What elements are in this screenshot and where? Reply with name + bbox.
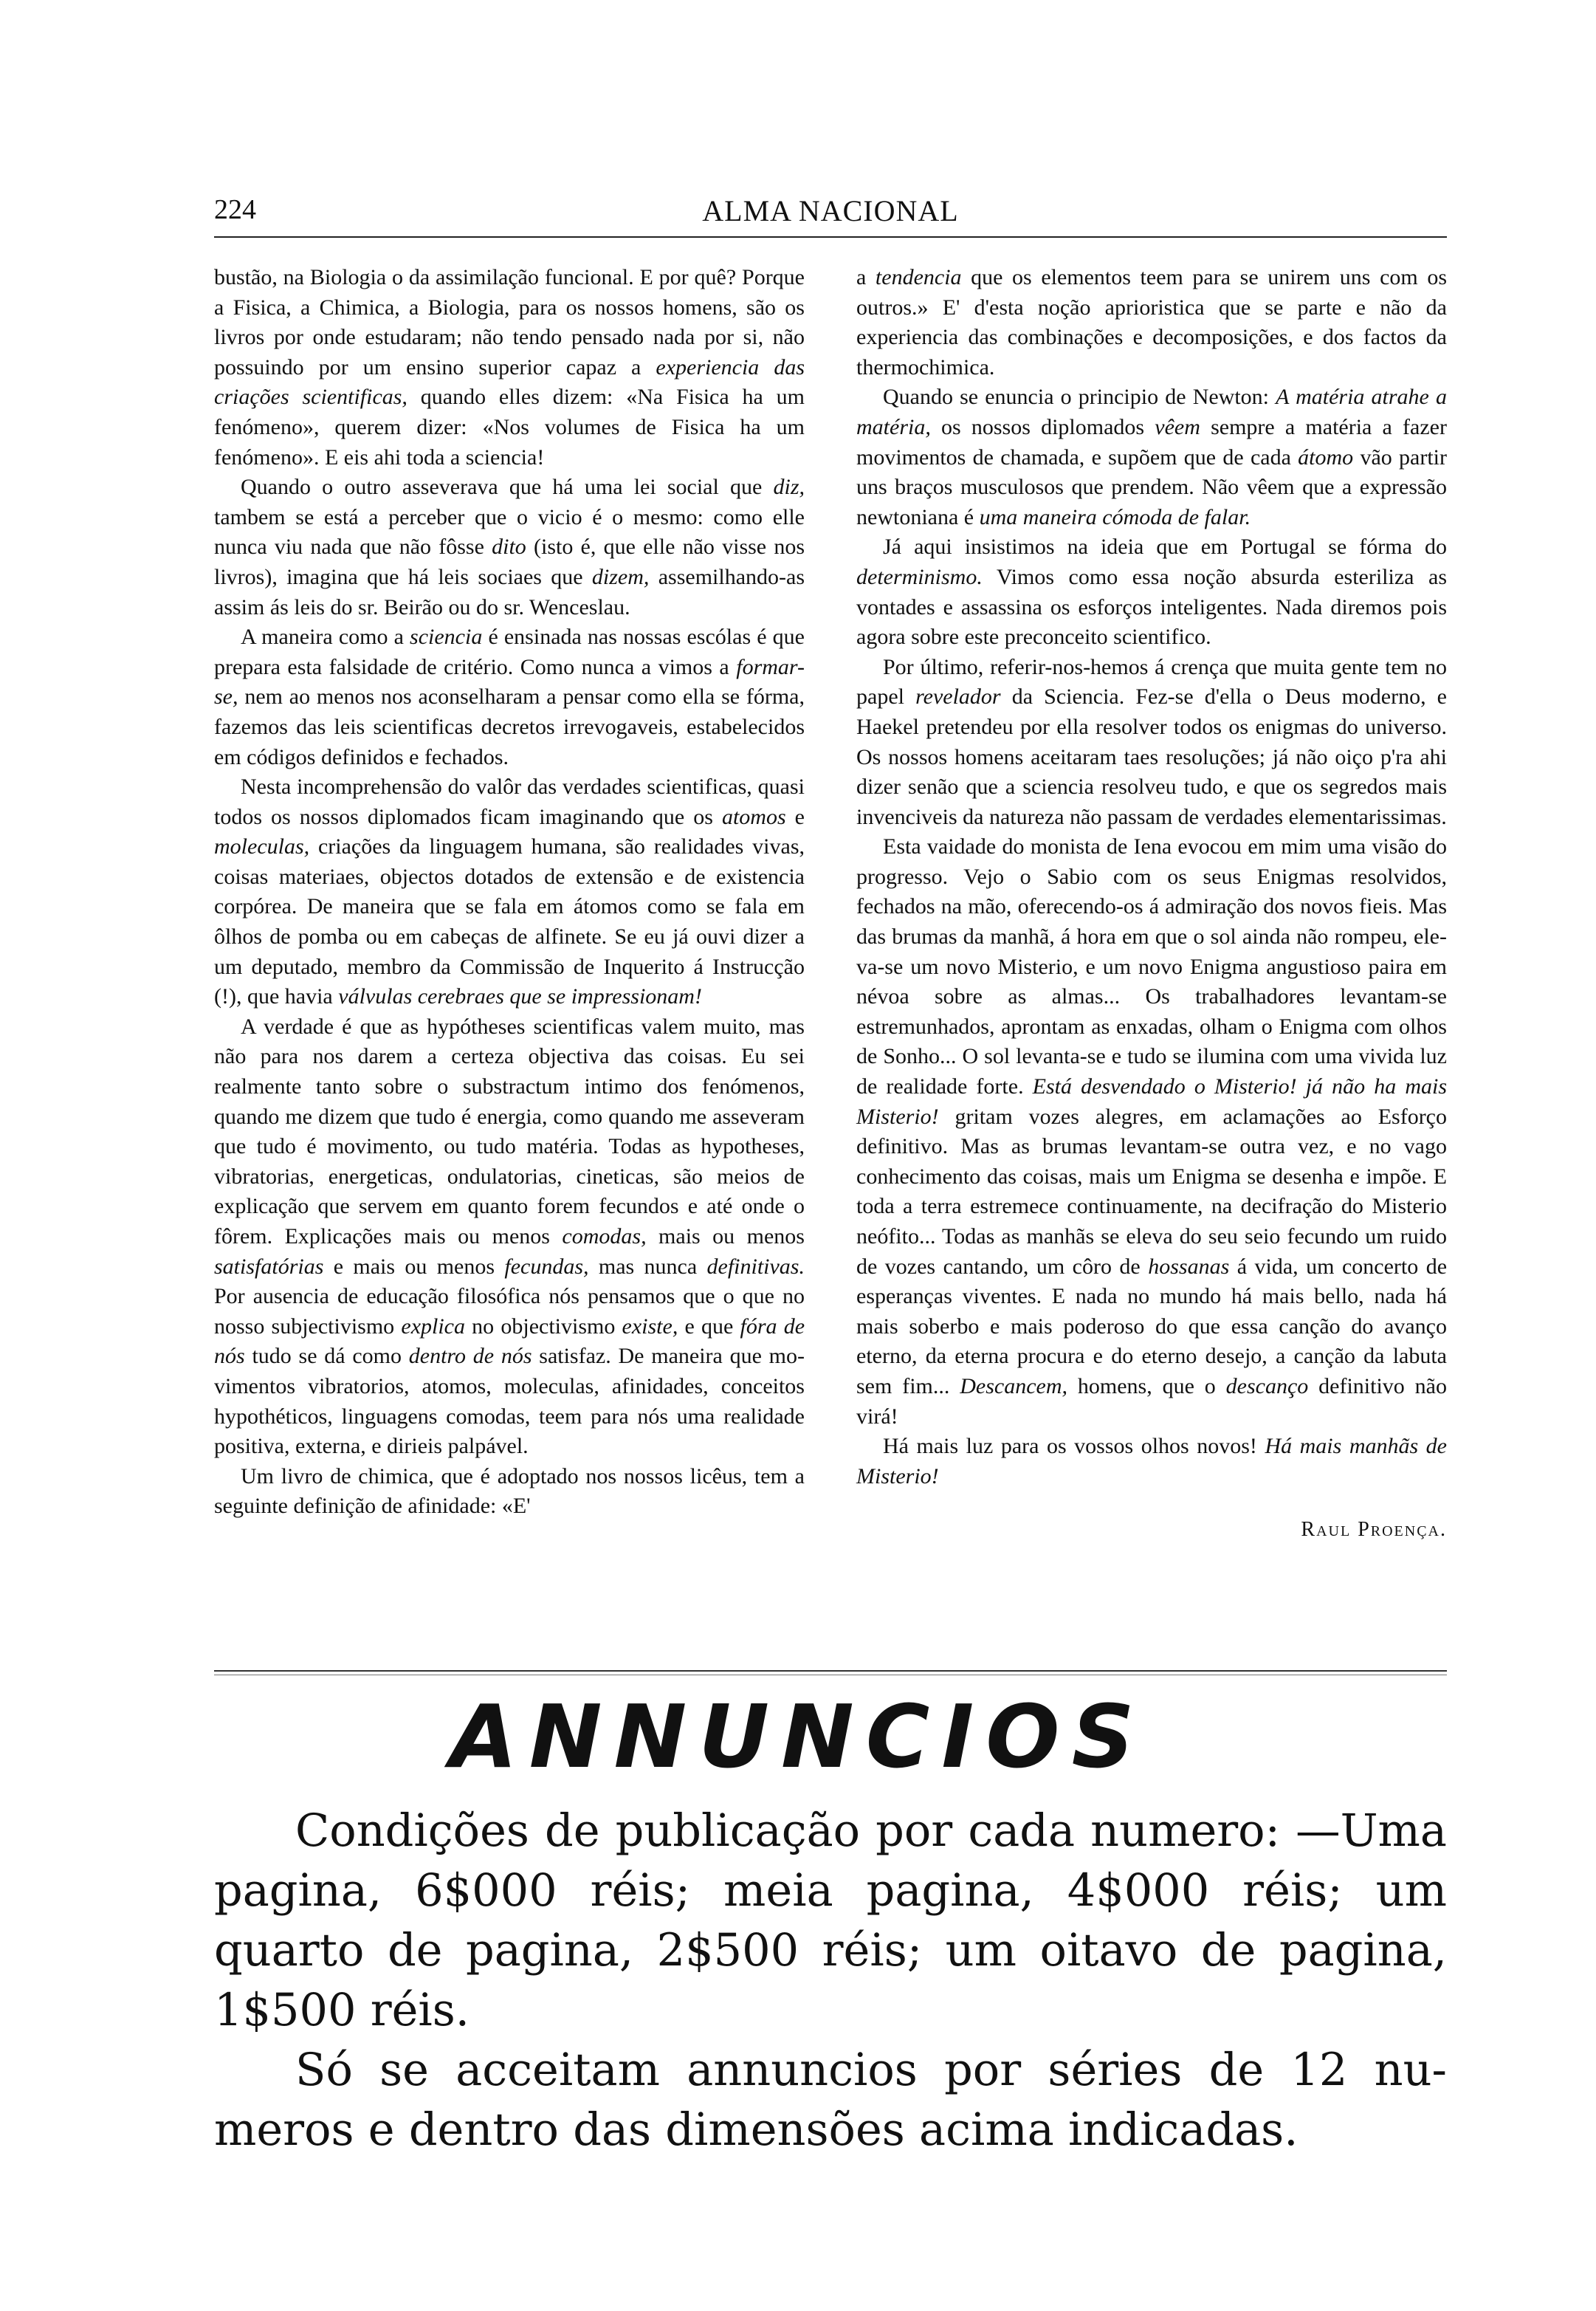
article-paragraph — [214, 772, 805, 1012]
text-run: Por ausencia de educação filosófica nós pensamos que o que no nosso subjectivismo — [214, 1284, 805, 1339]
text-run: da Sciencia. Fez-se d'ella o Deus moderno, e Haekel pretendeu por ella resolver todos os enigmas do universo. Os nossos homens aceitaram taes resoluções; já não oiço p'ra ahi dizer senão que a sciencia resolveu tudo, e que os segredos mais invenciveis da natureza não passam de verdades elementarissimas. — [856, 684, 1448, 829]
ads-series-paragraph: Só se acceitam annuncios por séries de 12 numeros e dentro das dimensões acima indicadas. — [214, 2044, 1447, 2156]
italic-text: descanço — [1225, 1373, 1309, 1398]
ads-conditions-paragraph: Condições de publicação por cada numero: —Uma pagina, 6$000 réis; meia pagina, 4$000 réis; um quarto de pagina, 2$500 réis; um oitavo de pagina, 1$500 réis. — [214, 1805, 1447, 2036]
ads-title: ANNUNCIOS — [450, 1686, 1146, 1788]
text-run: a — [856, 265, 876, 289]
text-run: á vida, um concerto de esperanças viventes. E nada no mundo há mais bello, nada há mais soberbo e mais poderoso do que essa canção do avanço eterno, da eterna procura e do eterno desejo, a canção da labuta sem fim... — [856, 1254, 1448, 1398]
text-run: e mais ou menos — [323, 1254, 505, 1279]
text-run: mais ou menos — [646, 1224, 805, 1249]
text-run: os nossos diplomados — [930, 414, 1155, 439]
text-run: sempre a matéria a fazer movimentos de chamada, e supõem que de cada — [856, 414, 1447, 470]
running-title: ALMA NACIONAL — [702, 194, 959, 227]
italic-text: dentro de nós — [408, 1344, 532, 1369]
ads-body — [214, 1802, 1447, 2160]
italic-text: definitivas. — [706, 1254, 805, 1279]
italic-text: atomos — [721, 804, 786, 829]
header-rule — [214, 236, 1447, 238]
page-header — [214, 193, 1447, 233]
article-paragraph — [214, 1462, 805, 1522]
article-left-column — [214, 263, 805, 1522]
text-run: gritam vozes alegres, em aclamações ao Esforço definitivo. Mas as brumas levantam-se outra vez, e no vago conhecimento das coisas, mais um Enigma se desenha e impõe. E toda a terra estremece continuamente, na decifração do Misterio neófito... Todas as manhãs se eleva do seu seio fecundo um ruido de vozes cantando, um côro de — [856, 1104, 1447, 1279]
text-run: (isto é, que elle não visse nos livros), imagina que há leis sociaes que — [214, 535, 805, 589]
italic-text: tendencia — [875, 265, 962, 289]
article-paragraph — [856, 532, 1447, 652]
text-run: vão partir uns braços musculosos que prendem. Não vêem que a expressão newtoniana é — [856, 444, 1448, 529]
text-run: A verdade é que as hypótheses scientificas valem muito, mas não para nos darem a certeza objectiva das coisas. Eu sei realmente tanto sobre o substractum intimo dos fenómenos, quando me dizem que tudo é energia, como quando me asseveram que tudo é movimento, ou tudo matéria. Todas as hypotheses, vibratorias, energeticas, ondulatorias, cineticas, são meios de explicação que servem em quanto forem fecundos e até onde o fôrem. Explicações mais ou menos — [214, 1014, 805, 1249]
italic-text: uma maneira cómoda de falar. — [979, 504, 1251, 529]
italic-text: diz, — [773, 475, 805, 500]
text-run: e que — [678, 1314, 740, 1339]
italic-text: A matéria atrahe a matéria, — [856, 385, 1447, 439]
italic-text: existe, — [622, 1314, 678, 1339]
article-paragraph — [214, 622, 805, 772]
article-right-column — [856, 263, 1447, 1545]
article-paragraph — [856, 653, 1447, 833]
text-run: satisfaz. De maneira que movimentos vibratorios, atomos, moleculas, afinidades, conceitos hypothéticos, linguagens comodas, teem para nós uma realidade positiva, externa, e dirieis palpável. — [214, 1344, 805, 1459]
article-paragraph — [856, 1432, 1447, 1491]
italic-text: revelador — [915, 684, 1001, 710]
text-run: é ensinada nas nossas escólas é que prepara esta falsidade de critério. Como nunca a vimos a — [214, 625, 805, 679]
italic-text: hossanas — [1148, 1254, 1230, 1279]
italic-text: dizem, — [591, 564, 650, 589]
author-signature: Raul Proença. — [1301, 1518, 1447, 1542]
text-run: Vimos como essa noção absurda esteriliza as vontades e assassina os esforços inteligentes. Nada diremos pois agora sobre este preconceito scientifico. — [856, 564, 1447, 650]
article-paragraph — [856, 382, 1447, 532]
italic-text: Descancem, — [960, 1373, 1068, 1398]
italic-text: válvulas cerebraes que se impressionam! — [338, 984, 702, 1009]
italic-text: Está desvendado o Misterio! já não ha mais Misterio! — [856, 1074, 1447, 1129]
italic-text: determinismo. — [856, 564, 983, 589]
text-run: Esta vaidade do monista de Iena evocou em mim uma visão do progresso. Vejo o Sabio com os seus Enigmas resolvidos, fechados na mão, oferecendo-os á admiração dos novos fieis. Mas das brumas da manhã, á hora em que o sol ainda não rompeu, eleva-se um novo Misterio, e um novo Enigma angustioso paira em névoa sobre as almas... Os trabalhadores levantam-se estremunhados, aprontam as enxadas, olham o Enigma com olhos de Sonho... O sol levanta-se e tudo se ilumina com uma vivida luz de realidade forte. — [856, 834, 1447, 1099]
text-run: Por último, referir-nos-hemos á crença que muita gente tem no papel — [856, 654, 1447, 710]
text-run: nem ao menos nos aconselharam a pensar como ella se fórma, fazemos das leis scientificas decretos irrevogaveis, estabelecidos em códigos definidos e fechados. — [214, 684, 805, 769]
italic-text: explica — [401, 1314, 465, 1339]
text-run: definitivo não virá! — [856, 1373, 1447, 1429]
italic-text: comodas, — [562, 1224, 647, 1249]
text-run: A maneira como a — [241, 625, 410, 650]
text-run: Há mais luz para os vossos olhos novos! — [883, 1434, 1265, 1459]
italic-text: fecundas, — [504, 1254, 589, 1279]
page-number: 224 — [214, 194, 256, 225]
text-run: e — [785, 804, 805, 829]
italic-text: satisfatórias — [214, 1254, 324, 1279]
article-paragraph — [214, 473, 805, 622]
text-run: que os elementos teem para se unirem uns com os outros.» E' d'esta noção aprioristica que se parte e não da experiencia das combinações e decomposições, e dos factos da thermochimica. — [856, 265, 1447, 380]
text-run: tudo se dá como — [244, 1344, 409, 1369]
text-run: Nesta incomprehensão do valôr das verdades scientificas, quasi todos os nossos diplomados ficam imaginando que os — [214, 775, 805, 829]
italic-text: fóra de nós — [214, 1314, 805, 1369]
text-run: Quando o outro asseverava que há uma lei social que — [241, 475, 774, 500]
italic-text: formar-se, — [214, 654, 805, 710]
text-run: bustão, na Biologia o da assimilação funcional. E por quê? Porque a Fisica, a Chimica, a Biologia, para os nossos homens, são os livros por onde estudaram; não tendo pensado nada por si, não possuindo por um ensino superior capaz a — [214, 265, 805, 380]
italic-text: Há mais manhãs de Misterio! — [856, 1434, 1447, 1488]
text-run: criações da linguagem humana, são realidades vivas, coisas materiaes, objectos dotados de extensão e de existencia corpórea. De maneira que se fala em átomos como se fala em ôlhos de pomba ou em cabeças de alfinete. Se eu já ouvi dizer a um deputado, membro da Commissão de Inquerito á Instrucção (!), que havia — [214, 834, 805, 1009]
text-run: homens, que o — [1067, 1373, 1226, 1398]
article-paragraph — [856, 263, 1447, 382]
italic-text: experiencia das criações scientificas, — [214, 354, 805, 410]
ads-divider — [214, 1670, 1447, 1672]
text-run: Um livro de chimica, que é adoptado nos nossos licêus, tem a seguinte definição de afinidade: «E' — [214, 1463, 805, 1519]
italic-text: dito — [492, 535, 526, 560]
article-paragraph — [214, 1012, 805, 1462]
text-run: mas nunca — [588, 1254, 707, 1279]
article-paragraph — [856, 832, 1447, 1432]
italic-text: vêem — [1155, 414, 1200, 439]
text-run: tambem se está a perceber que o vicio é o mesmo: como elle nunca viu nada que não fôsse — [214, 504, 805, 560]
text-run: quando elles dizem: «Na Fisica ha um fenómeno», querem dizer: «Nos volumes de Fisica ha um fenómeno». E eis ahi toda a sciencia! — [214, 385, 805, 470]
italic-text: átomo — [1298, 444, 1354, 470]
italic-text: moleculas, — [214, 834, 310, 859]
text-run: assemilhando-as assim ás leis do sr. Beirão ou do sr. Wenceslau. — [214, 564, 805, 619]
italic-text: sciencia — [410, 625, 483, 650]
text-run: Já aqui insistimos na ideia que em Portugal se fórma do — [883, 535, 1447, 560]
text-run: Quando se enuncia o principio de Newton: — [883, 385, 1276, 410]
article-paragraph — [214, 263, 805, 473]
text-run: no objectivismo — [465, 1314, 622, 1339]
